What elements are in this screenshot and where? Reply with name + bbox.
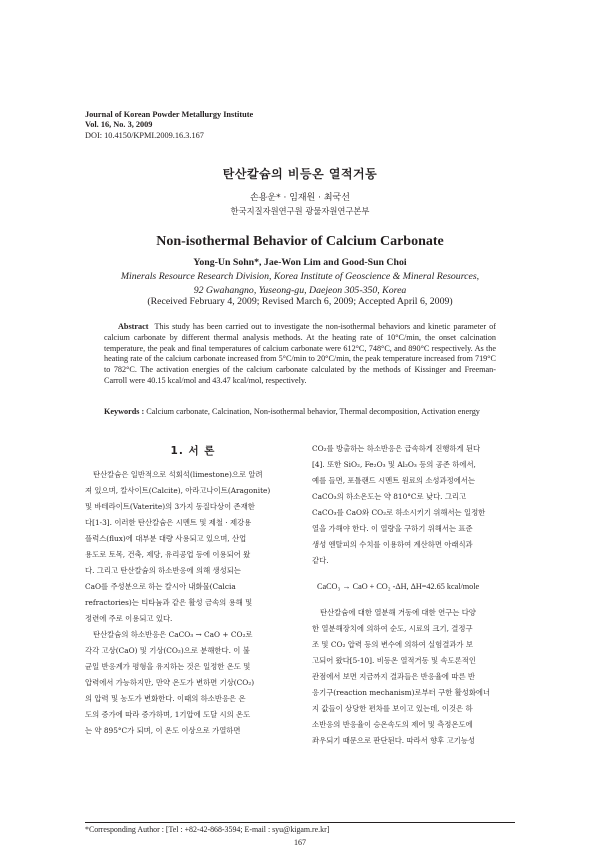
authors-korean: 손용운* · 임재원 · 최국선 [250, 193, 350, 203]
body-line: 져 있으며, 칼사이트(Calcite), 아라고나이트(Aragonite) [85, 486, 271, 495]
body-line: 생성 엔탈피의 수치를 이용하여 계산하면 아래식과 [312, 540, 473, 549]
journal-doi: DOI: 10.4150/KPMI.2009.16.3.167 [85, 130, 204, 140]
body-line: 각각 고상(CaO) 및 기상(CO₂)으로 분해한다. 이 불 [85, 646, 250, 655]
journal-header [85, 110, 253, 141]
body-line: 지 값들이 상당한 편차를 보이고 있는데, 이것은 하 [312, 704, 473, 713]
body-line: 관점에서 보면 지금까지 결과들은 반응율에 따른 반 [312, 672, 475, 681]
body-line: 열을 가해야 한다. 이 열량을 구하기 위해서는 표준 [312, 524, 473, 533]
body-line: refractories)는 티타늄과 같은 활성 금속의 용해 및 [85, 598, 253, 607]
body-line: CaCO₃의 하소온도는 약 810°C로 낮다. 그리고 [312, 492, 467, 501]
body-line: 는 약 895°C가 되며, 이 온도 이상으로 가열하면 [85, 726, 241, 735]
body-line: 도의 증가에 따라 증가하며, 1기압에 도달 시의 온도 [85, 710, 251, 719]
abstract-label: Abstract [118, 322, 149, 331]
right-column [312, 441, 528, 749]
authors-english: Yong-Un Sohn*, Jae-Won Lim and Good-Sun Choi [193, 257, 407, 268]
title-korean: 탄산칼슘의 비등온 열적거동 [222, 167, 378, 181]
abstract-text: This study has been carried out to investigate the non-isothermal behaviors and kinetic parameter of calcium carbonate by different thermal analysis methods. At the heating rate of 10°C/min, the onset calcination temperature, the peak and final temperatures of calcium carbonate were 612°C, 748°C, and 890°C respectively. As the heating rate of the calcium carbonate increased from 5°C/min to 20°C/min, the peak temperature increased from 719°C to 782°C. The activation energies of the calcium carbonate calculated by the methods of Kissinger and Freeman-Carroll were 40.15 kcal/mol and 43.47 kcal/mol, respectively. [104, 322, 496, 385]
title-english: Non-isothermal Behavior of Calcium Carbonate [156, 234, 444, 249]
body-line: 고되어 왔다[5-10]. 비등온 열적거동 및 속도론적인 [312, 656, 476, 665]
journal-volume: Vol. 16, No. 3, 2009 [85, 120, 153, 130]
body-line: 다. 그리고 탄산칼슘의 하소반응에 의해 생성되는 [85, 566, 241, 575]
body-line: 예를 들면, 포틀랜드 시멘트 원료의 소성과정에서는 [312, 476, 475, 485]
body-line: 탄산칼슘은 일반적으로 석회석(limestone)으로 알려 [93, 470, 263, 479]
keywords-text: Calcium carbonate, Calcination, Non-isothermal behavior, Thermal decomposition, Activation energy [146, 407, 480, 416]
affiliation-korean: 한국지질자원연구원 광물자원연구본부 [230, 206, 370, 216]
section-heading-introduction: 1. 서 론 [170, 445, 216, 457]
keywords [104, 407, 504, 418]
body-line: 용도로 토목, 건축, 제당, 유리공업 등에 이용되어 왔 [85, 550, 251, 559]
body-line: 좌우되기 때문으로 판단된다. 따라서 향후 고기능성 [312, 736, 475, 745]
body-line: CaCO₃를 CaO와 CO₂로 하소시키기 위해서는 일정한 [312, 508, 486, 517]
body-line: 한 열분해장치에 의하여 순도, 시료의 크기, 결정구 [312, 624, 473, 633]
affiliation-english-line2: 92 Gwahangno, Yuseong-gu, Daejeon 305-350, Korea [193, 285, 407, 296]
journal-name: Journal of Korean Powder Metallurgy Institute [85, 110, 254, 119]
body-line: 응기구(reaction mechanism)로부터 구한 활성화에너 [312, 688, 491, 697]
body-line: 같다. [312, 556, 329, 565]
body-line: 탄산칼슘에 대한 열분해 거동에 대한 연구는 다양 [320, 608, 476, 617]
body-line: 균일 반응계가 평형을 유지하는 것은 일정한 온도 및 [85, 662, 251, 671]
keywords-label: Keywords : [104, 407, 145, 416]
spacer [312, 595, 528, 605]
body-line: 의 압력 및 농도가 변화한다. 이때의 하소반응은 온 [85, 694, 246, 703]
spacer [312, 569, 528, 579]
footnote-divider [85, 822, 515, 823]
body-line: 압력에서 가능하지만, 만약 온도가 변하면 기상(CO₂) [85, 678, 255, 687]
body-line: 탄산칼슘의 하소반응은 CaCO₃ → CaO + CO₂로 [93, 630, 253, 639]
abstract [104, 322, 496, 387]
body-line: CO₂를 방출하는 하소반응은 급속하게 진행하게 된다 [312, 444, 481, 453]
equation-calcination: CaCO₃ → CaO + CO₂ -ΔH, ΔH=42.65 kcal/mole [317, 582, 480, 591]
body-line: 소반응의 반응율이 승온속도의 제어 및 측정온도에 [312, 720, 473, 729]
body-line: 정련에 주로 이용되고 있다. [85, 614, 173, 623]
body-line: [4]. 또한 SiO₂, Fe₂O₃ 및 Al₂O₃ 등의 공존 하에서, [312, 460, 476, 469]
affiliation-english-line1: Minerals Resource Research Division, Korea Institute of Geoscience & Mineral Resources, [120, 271, 480, 282]
body-line: CaO를 주성분으로 하는 칼시아 내화물(Calcia [85, 582, 236, 591]
body-line: 플럭스(flux)에 대부분 대량 사용되고 있으며, 산업 [85, 534, 247, 543]
body-line: 및 바테라이트(Vaterite)의 3가지 동질다상이 존재한 [85, 502, 255, 511]
body-line: 다[1-3]. 이러한 탄산칼슘은 시멘트 및 제철 · 제강용 [85, 518, 252, 527]
received-dates: (Received February 4, 2009; Revised March 6, 2009; Accepted April 6, 2009) [147, 296, 453, 307]
page-number: 167 [294, 838, 306, 847]
left-column [85, 441, 301, 739]
corresponding-author-footnote: *Corresponding Author : [Tel : +82-42-868-3594; E-mail : syu@kigam.re.kr] [85, 825, 330, 834]
body-line: 조 및 CO₂ 압력 등의 변수에 의하여 실험결과가 보 [312, 640, 473, 649]
